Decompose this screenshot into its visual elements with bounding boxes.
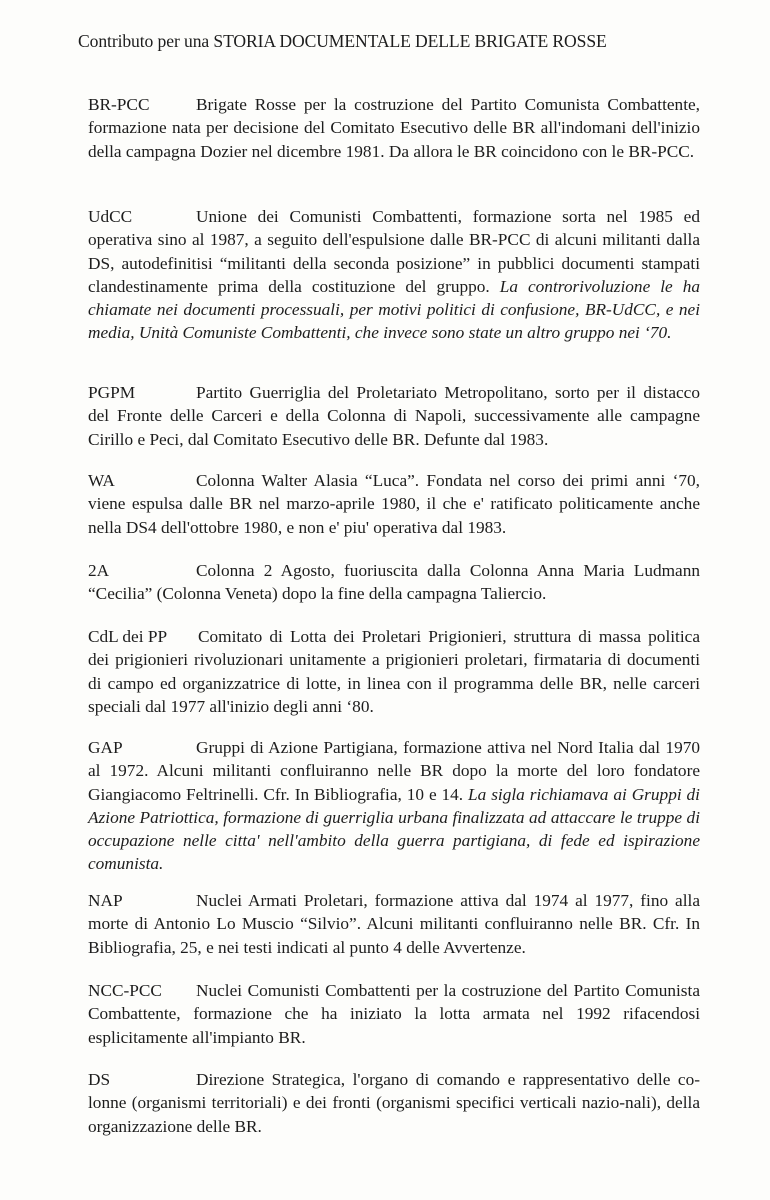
entry-definition: Nuclei Comunisti Combattenti per la costruzione del Partito Comunista Combattente, formazione che ha iniziato la lotta armata nel 1992 rifacendosi esplicitamente all'impianto BR.	[88, 981, 700, 1047]
glossary-entry-udcc	[88, 205, 700, 345]
entry-abbreviation: CdL dei PP	[88, 627, 168, 646]
glossary-entry-2a	[88, 559, 700, 606]
glossary-entry-pgpm	[88, 381, 700, 451]
entry-note: La controrivoluzione le ha chiamate nei documenti processuali, per motivi politici di confusione, BR-UdCC, e nei media, Unità Comuniste Combattenti, che invece sono state un altro gruppo nei ‘70.	[88, 276, 700, 343]
glossary-entry-wa	[88, 469, 700, 539]
entry-definition: Brigate Rosse per la costruzione del Partito Comunista Combattente, formazione nata per decisione del Comitato Esecutivo delle BR all'indomani dell'inizio della campagna Dozier nel dicembre 1981. Da allora le BR coincidono con le BR-PCC.	[88, 95, 700, 161]
entry-abbreviation: WA	[88, 471, 115, 490]
page-header: Contributo per una STORIA DOCUMENTALE DELLE BRIGATE ROSSE	[78, 31, 607, 51]
entry-abbreviation: BR-PCC	[88, 95, 150, 114]
glossary-entry-ds	[88, 1068, 700, 1138]
entry-abbreviation: NAP	[88, 891, 123, 910]
entry-abbreviation: DS	[88, 1070, 111, 1089]
entry-definition: Partito Guerriglia del Proletariato Metropolitano, sorto per il distacco del Fronte delle Carceri e della Colonna di Napoli, successivamente alle campagne Cirillo e Peci, dal Comitato Esecutivo delle BR. Defunte dal 1983.	[88, 383, 700, 449]
entry-abbreviation: PGPM	[88, 383, 136, 402]
glossary-entry-gap	[88, 736, 700, 876]
glossary-entry-cdl-dei-pp	[88, 625, 700, 718]
entry-definition: Gruppi di Azione Partigiana, formazione attiva nel Nord Italia dal 1970 al 1972. Alcuni militanti confluiranno nelle BR dopo la morte del loro fondatore Giangiacomo Feltrinelli. Cfr. In Bibliografia, 10 e 14.	[88, 738, 700, 804]
glossary-entry-br-pcc	[88, 93, 700, 163]
entry-abbreviation: 2A	[88, 561, 110, 580]
entry-abbreviation: UdCC	[88, 207, 133, 226]
glossary-entry-nap	[88, 889, 700, 959]
entry-note: La sigla richiamava ai Gruppi di Azione Patriottica, formazione di guerriglia urbana finalizzata ad attaccare le truppe di occupazione nelle citta' nell'ambito della guerra partigiana, di fede ed ispirazione comunista.	[88, 784, 700, 874]
entry-definition: Direzione Strategica, l'organo di comando e rappresentativo delle co-lonne (organismi territoriali) e dei fronti (organismi specifici verticali nazio-nali), della organizzazione delle BR.	[88, 1070, 700, 1136]
entry-abbreviation: NCC-PCC	[88, 981, 162, 1000]
entry-definition: Nuclei Armati Proletari, formazione attiva dal 1974 al 1977, fino alla morte di Antonio Lo Muscio “Silvio”. Alcuni militanti confluiranno nelle BR. Cfr. In Bibliografia, 25, e nei testi indicati al punto 4 delle Avvertenze.	[88, 891, 700, 957]
entry-abbreviation: GAP	[88, 738, 123, 757]
glossary-entry-ncc-pcc	[88, 979, 700, 1049]
entry-definition: Colonna 2 Agosto, fuoriuscita dalla Colonna Anna Maria Ludmann “Cecilia” (Colonna Veneta) dopo la fine della campagna Taliercio.	[88, 561, 700, 604]
entry-definition: Comitato di Lotta dei Proletari Prigionieri, struttura di massa politica dei prigionieri rivoluzionari unitamente a prigionieri proletari, firmataria di documenti di campo ed organizzatrice di lotte, in linea con il programma delle BR, nelle carceri speciali dal 1977 all'inizio degli anni ‘80.	[88, 627, 700, 716]
entry-definition: Colonna Walter Alasia “Luca”. Fondata nel corso dei primi anni ‘70, viene espulsa dalle BR nel marzo-aprile 1980, il che e' ratificato politicamente anche nella DS4 dell'ottobre 1980, e non e' piu' operativa dal 1983.	[88, 471, 700, 537]
entry-definition: Unione dei Comunisti Combattenti, formazione sorta nel 1985 ed operativa sino al 1987, a seguito dell'espulsione dalle BR-PCC di alcuni militanti dalla DS, autodefinitisi “militanti della seconda posizione” in pubblici documenti stampati clandestinamente prima della costituzione del gruppo.	[88, 207, 700, 296]
